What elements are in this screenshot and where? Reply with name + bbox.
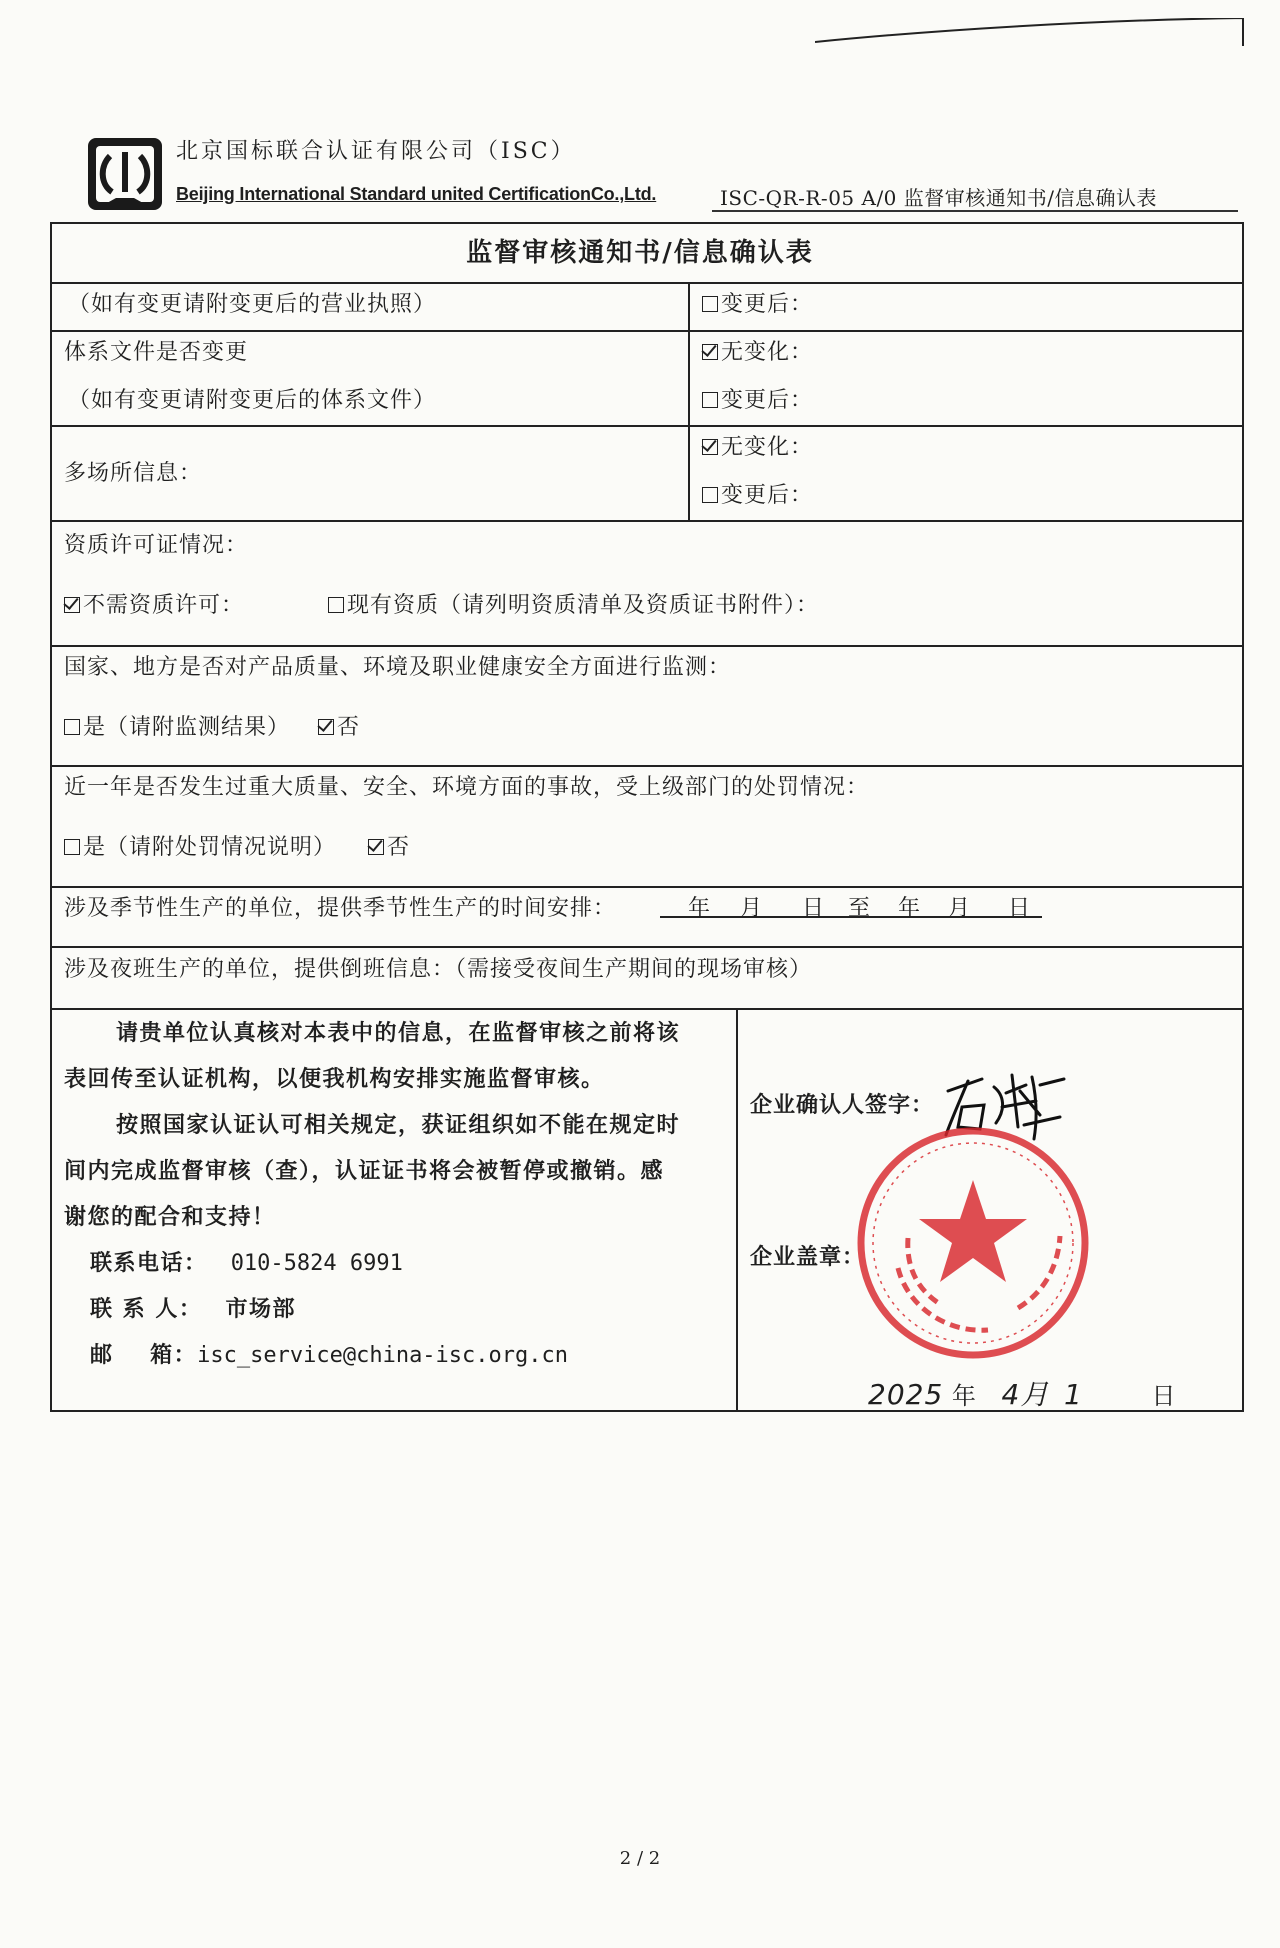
accidents-yes-option[interactable] bbox=[64, 830, 336, 861]
notice-line-2: 表回传至认证机构，以便我机构安排实施监督审核。 bbox=[64, 1066, 605, 1092]
contact-row bbox=[90, 1286, 296, 1332]
system-docs-no-change-checkbox[interactable] bbox=[702, 344, 718, 360]
seasonal-start-year[interactable]: 年 bbox=[688, 896, 712, 921]
accidents-no-option[interactable] bbox=[368, 830, 410, 861]
header-rule bbox=[712, 210, 1238, 212]
table-rule bbox=[50, 886, 1244, 888]
table-rule bbox=[50, 520, 1244, 522]
qualification-not-needed-label: 不需资质许可： bbox=[83, 593, 245, 618]
system-docs-changed-checkbox[interactable] bbox=[702, 392, 718, 408]
qualification-label: 资质许可证情况： bbox=[64, 533, 249, 558]
qualification-existing-label: 现有资质（请列明资质清单及资质证书附件）： bbox=[347, 593, 820, 618]
seal-label: 企业盖章： bbox=[750, 1244, 866, 1270]
license-changed-checkbox[interactable] bbox=[702, 296, 718, 312]
multi-site-label: 多场所信息： bbox=[64, 461, 203, 486]
qualification-existing-option[interactable] bbox=[328, 588, 819, 619]
company-name-en: Beijing International Standard united CertificationCo.,Ltd. bbox=[176, 184, 657, 204]
monitoring-no-checkbox[interactable] bbox=[318, 719, 334, 735]
qualification-not-needed-option[interactable] bbox=[64, 588, 244, 619]
date-day: 1 bbox=[1064, 1378, 1083, 1411]
date-month: 4月 bbox=[1001, 1378, 1050, 1411]
monitoring-question: 国家、地方是否对产品质量、环境及职业健康安全方面进行监测： bbox=[64, 655, 732, 680]
multi-site-no-change-option[interactable] bbox=[702, 430, 813, 461]
phone-label: 联系电话： bbox=[90, 1250, 208, 1276]
system-docs-no-change-label: 无变化： bbox=[721, 340, 814, 365]
notice-line-3: 按照国家认证认可相关规定，获证组织如不能在规定时 bbox=[116, 1112, 681, 1138]
monitoring-no-label: 否 bbox=[337, 715, 361, 740]
qualification-not-needed-checkbox[interactable] bbox=[64, 597, 80, 613]
system-docs-changed-option[interactable] bbox=[702, 383, 813, 414]
qualification-existing-checkbox[interactable] bbox=[328, 597, 344, 613]
page-number: 2 / 2 bbox=[619, 1848, 661, 1869]
company-name-cn: 北京国标联合认证有限公司（ISC） bbox=[176, 139, 576, 164]
phone-row bbox=[90, 1240, 403, 1287]
seasonal-end-month[interactable]: 月 bbox=[948, 896, 972, 921]
accidents-question: 近一年是否发生过重大质量、安全、环境方面的事故，受上级部门的处罚情况： bbox=[64, 775, 870, 800]
column-divider bbox=[688, 282, 690, 520]
night-shift-question: 涉及夜班生产的单位，提供倒班信息：（需接受夜间生产期间的现场审核） bbox=[64, 957, 813, 982]
document-number: ISC-QR-R-05 A/0 监督审核通知书/信息确认表 bbox=[720, 186, 1157, 210]
form-title: 监督审核通知书/信息确认表 bbox=[466, 238, 814, 268]
system-docs-note: （如有变更请附变更后的体系文件） bbox=[68, 388, 437, 413]
system-docs-label: 体系文件是否变更 bbox=[64, 340, 249, 365]
table-rule bbox=[50, 425, 1244, 427]
license-note: （如有变更请附变更后的营业执照） bbox=[68, 292, 437, 317]
table-rule bbox=[50, 645, 1244, 647]
monitoring-yes-checkbox[interactable] bbox=[64, 719, 80, 735]
multi-site-no-change-label: 无变化： bbox=[721, 435, 814, 460]
system-docs-changed-label: 变更后： bbox=[721, 388, 814, 413]
monitoring-yes-label: 是（请附监测结果） bbox=[83, 715, 291, 740]
isc-logo-icon bbox=[86, 136, 164, 212]
date-year: 2025 bbox=[868, 1378, 944, 1411]
contact-name: 市场部 bbox=[225, 1296, 297, 1322]
seasonal-end-year[interactable]: 年 bbox=[898, 896, 922, 921]
company-seal-stamp bbox=[848, 1118, 1098, 1368]
table-rule bbox=[50, 330, 1244, 332]
contact-label: 联 系 人： bbox=[90, 1296, 203, 1322]
accidents-yes-checkbox[interactable] bbox=[64, 839, 80, 855]
license-changed-option[interactable] bbox=[702, 287, 813, 318]
seasonal-to: 至 bbox=[848, 896, 872, 921]
license-changed-label: 变更后： bbox=[721, 292, 814, 317]
accidents-yes-label: 是（请附处罚情况说明） bbox=[83, 835, 337, 860]
phone-number[interactable]: 010-5824 6991 bbox=[230, 1251, 403, 1276]
seasonal-question: 涉及季节性生产的单位，提供季节性生产的时间安排： bbox=[64, 896, 617, 921]
accidents-no-checkbox[interactable] bbox=[368, 839, 384, 855]
accidents-no-label: 否 bbox=[387, 835, 411, 860]
date-year-unit: 年 bbox=[951, 1382, 977, 1410]
monitoring-yes-option[interactable] bbox=[64, 710, 290, 741]
email-address[interactable]: isc_service@china-isc.org.cn bbox=[197, 1343, 569, 1368]
multi-site-changed-label: 变更后： bbox=[721, 483, 814, 508]
multi-site-changed-option[interactable] bbox=[702, 478, 813, 509]
table-rule bbox=[50, 765, 1244, 767]
notice-line-1: 请贵单位认真核对本表中的信息，在监督审核之前将该 bbox=[116, 1020, 681, 1046]
table-rule bbox=[50, 946, 1244, 948]
table-rule bbox=[50, 282, 1244, 284]
email-row bbox=[90, 1332, 568, 1379]
system-docs-no-change-option[interactable] bbox=[702, 335, 813, 366]
signature-label: 企业确认人签字： bbox=[750, 1092, 935, 1118]
seasonal-end-day[interactable]: 日 bbox=[1008, 896, 1032, 921]
seasonal-start-day[interactable]: 日 bbox=[802, 896, 826, 921]
multi-site-changed-checkbox[interactable] bbox=[702, 487, 718, 503]
date-day-unit: 日 bbox=[1151, 1382, 1177, 1410]
notice-line-4: 间内完成监督审核（查），认证证书将会被暂停或撤销。感 bbox=[64, 1158, 665, 1184]
monitoring-no-option[interactable] bbox=[318, 710, 360, 741]
email-label: 邮 箱： bbox=[90, 1342, 198, 1368]
multi-site-no-change-checkbox[interactable] bbox=[702, 439, 718, 455]
seasonal-start-month[interactable]: 月 bbox=[740, 896, 764, 921]
confirmation-date bbox=[868, 1373, 1176, 1413]
column-divider bbox=[736, 1008, 738, 1412]
notice-line-5: 谢您的配合和支持！ bbox=[64, 1204, 276, 1230]
scan-edge-line bbox=[815, 18, 1245, 46]
